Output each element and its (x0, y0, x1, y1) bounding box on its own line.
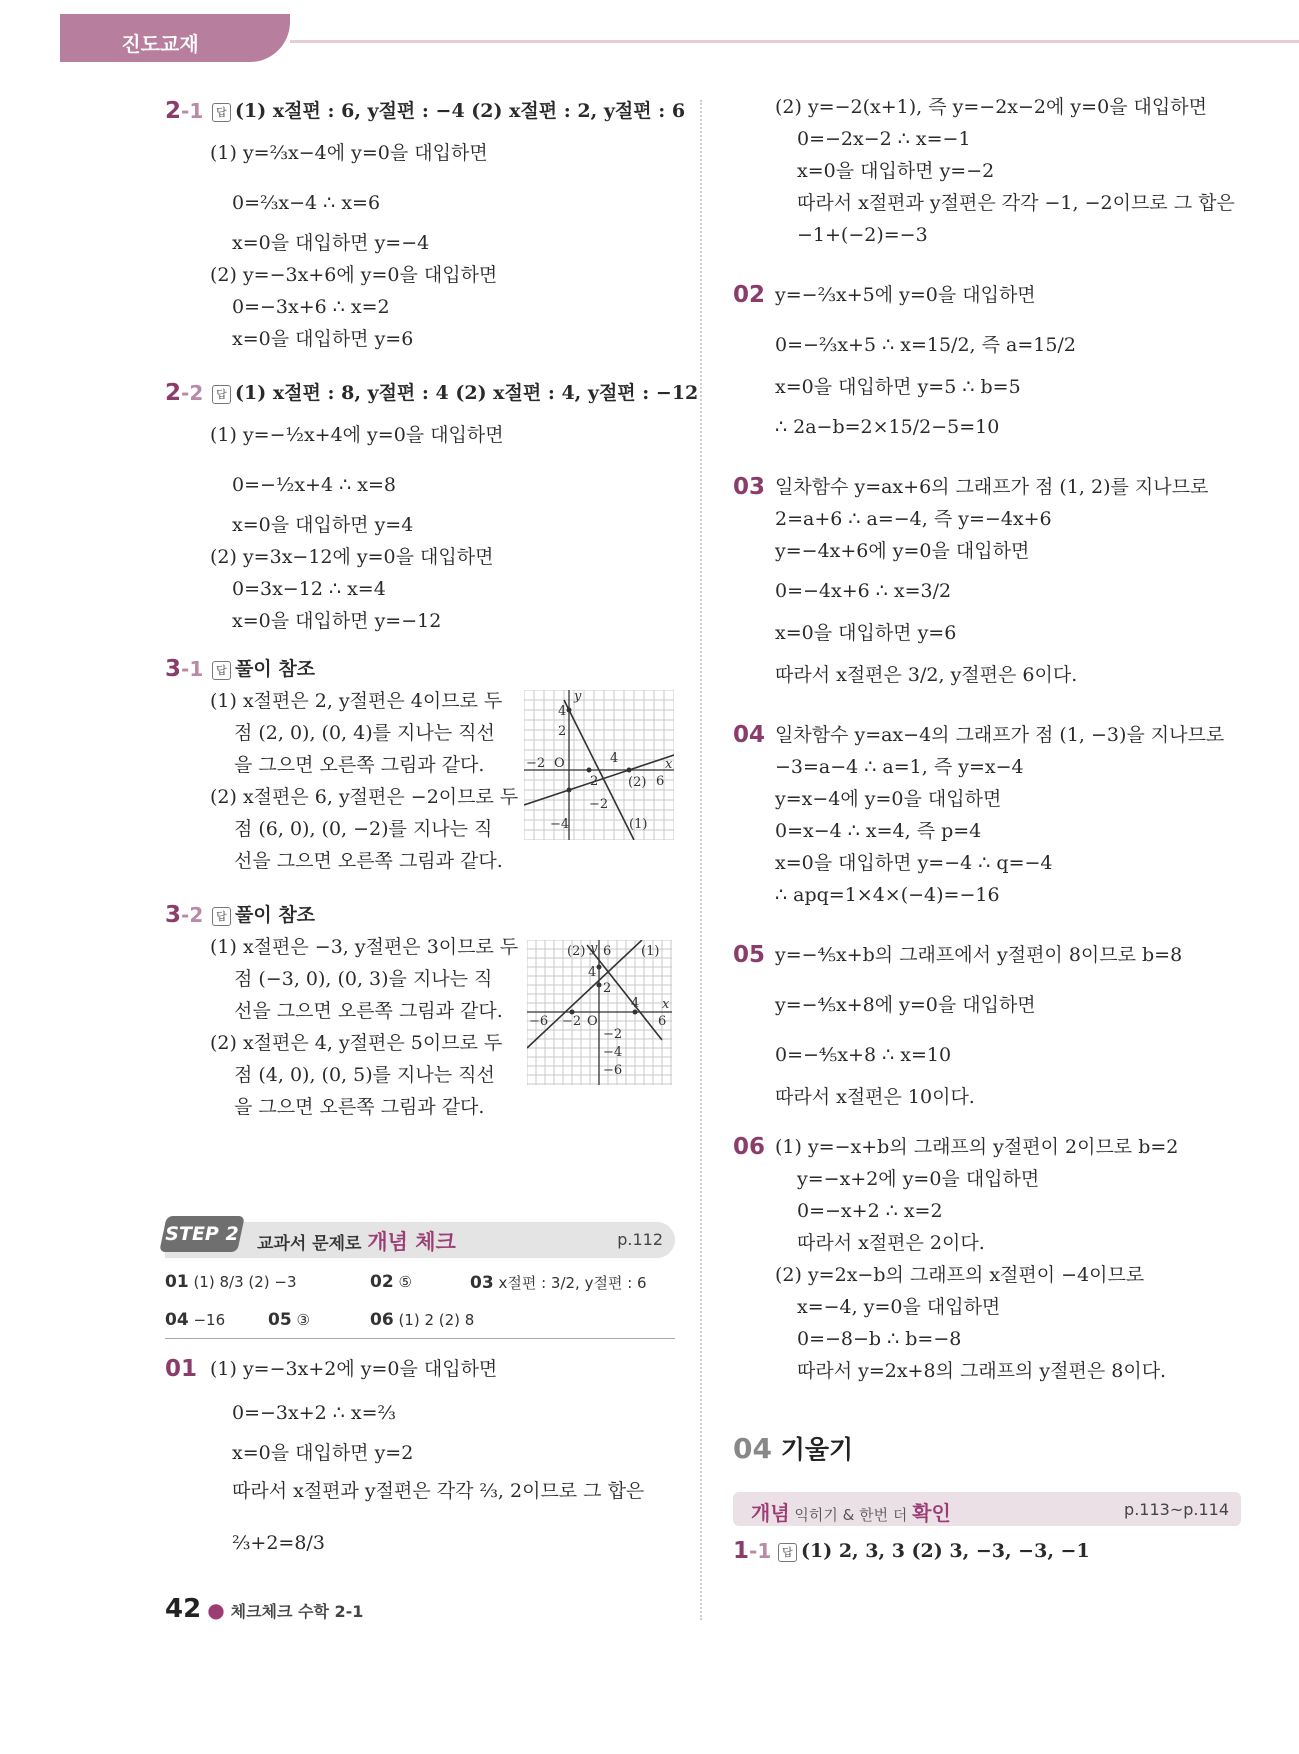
axis-label: y (590, 941, 598, 956)
problem-number-3-1: 3-1 (165, 656, 204, 682)
solution-line: 0=3x−12 ∴ x=4 (232, 578, 386, 600)
solution-line: 0=−3x+2 ∴ x=⅔ (232, 1402, 396, 1424)
solution-line: (1) y=−x+b의 그래프의 y절편이 2이므로 b=2 (775, 1136, 1179, 1158)
solution-line: ∴ 2a−b=2×15/2−5=10 (775, 416, 1000, 438)
solution-line: 선을 그으면 오른쪽 그림과 같다. (234, 1000, 503, 1022)
concept-bar-title: 개념 익히기 & 한번 더 확인 (751, 1501, 951, 1525)
solution-line: 0=−⅔x+5 ∴ x=15/2, 즉 a=15/2 (775, 334, 1076, 356)
solution-line: 선을 그으면 오른쪽 그림과 같다. (234, 850, 503, 872)
point (587, 768, 592, 773)
solution-line: (1) x절편은 −3, y절편은 3이므로 두 (210, 936, 519, 958)
solution-line: (2) x절편은 4, y절편은 5이므로 두 (210, 1032, 503, 1054)
solution-line: ⅔+2=8/3 (232, 1532, 325, 1554)
answer-line: 답 (1) 2, 3, 3 (2) 3, −3, −3, −1 (778, 1538, 1090, 1564)
line-2 (587, 945, 662, 1040)
tick-label: −2 (526, 756, 546, 771)
line-label: (1) (629, 817, 648, 832)
solution-line: 0=−⅘x+8 ∴ x=10 (775, 1044, 952, 1066)
concept-bar-page-ref: p.113~p.114 (1124, 1500, 1229, 1519)
book-title: 체크체크 수학 2-1 (230, 1602, 364, 1621)
solution-line: 일차함수 y=ax+6의 그래프가 점 (1, 2)를 지나므로 (775, 476, 1209, 498)
solution-line: (2) y=−2(x+1), 즉 y=−2x−2에 y=0을 대입하면 (775, 96, 1207, 118)
solution-line: x=0을 대입하면 y=4 (232, 514, 414, 536)
origin-label: O (587, 1014, 598, 1029)
tick-label: −6 (529, 1014, 549, 1029)
quick-answer: 04 −16 (165, 1310, 226, 1330)
axis-label: x (662, 997, 670, 1012)
point (567, 788, 572, 793)
graph-3-2 (527, 940, 672, 1085)
line-label: (1) (641, 944, 660, 959)
solution-line: x=0을 대입하면 y=−4 ∴ q=−4 (775, 852, 1053, 874)
solution-line: x=0을 대입하면 y=6 (232, 328, 414, 350)
step2-title: 교과서 문제로 개념 체크 (257, 1230, 456, 1254)
point (627, 768, 632, 773)
answer-icon: 답 (212, 661, 231, 680)
solution-line: (1) x절편은 2, y절편은 4이므로 두 (210, 690, 503, 712)
solution-line: 을 그으면 오른쪽 그림과 같다. (234, 754, 485, 776)
solution-line: y=−4x+6에 y=0을 대입하면 (775, 540, 1030, 562)
problem-number-3-2: 3-2 (165, 902, 204, 928)
answer-icon: 답 (778, 1543, 797, 1562)
solution-line: 따라서 x절편과 y절편은 각각 −1, −2이므로 그 합은 (797, 192, 1235, 214)
solution-line: 일차함수 y=ax−4의 그래프가 점 (1, −3)을 지나므로 (775, 724, 1225, 746)
step2-page-ref: p.112 (617, 1230, 663, 1249)
solution-line: (2) y=2x−b의 그래프의 x절편이 −4이므로 (775, 1264, 1145, 1286)
solution-line: x=0을 대입하면 y=−2 (797, 160, 995, 182)
solution-line: 점 (−3, 0), (0, 3)을 지나는 직 (234, 968, 493, 990)
solution-line: y=−⅔x+5에 y=0을 대입하면 (775, 284, 1036, 306)
tick-label: −2 (603, 1027, 623, 1042)
solution-line: (1) y=−3x+2에 y=0을 대입하면 (210, 1358, 498, 1380)
answer-icon: 답 (212, 103, 231, 122)
tick-label: 4 (610, 751, 619, 766)
tick-label: 4 (631, 996, 640, 1011)
column-divider (700, 100, 702, 1620)
tick-label: 6 (656, 774, 665, 789)
graph-3-1 (524, 690, 674, 840)
tick-label: −2 (589, 797, 609, 812)
solution-line: 2=a+6 ∴ a=−4, 즉 y=−4x+6 (775, 508, 1052, 530)
solution-line: 따라서 x절편은 3/2, y절편은 6이다. (775, 664, 1078, 686)
axis-label: y (574, 690, 582, 704)
solution-line: (2) y=−3x+6에 y=0을 대입하면 (210, 264, 498, 286)
question-number-02: 02 (733, 282, 766, 308)
section-heading: 04 기울기 (733, 1432, 854, 1465)
solution-line: 따라서 y=2x+8의 그래프의 y절편은 8이다. (797, 1360, 1167, 1382)
tick-label: −4 (603, 1045, 623, 1060)
separator (165, 1338, 675, 1339)
tick-label: −6 (603, 1063, 623, 1078)
answer-line: 답 풀이 참조 (212, 902, 315, 928)
question-number-06: 06 (733, 1134, 766, 1160)
problem-number-2-2: 2-2 (165, 380, 204, 406)
quick-answer: 05 ③ (268, 1310, 310, 1330)
point (567, 708, 572, 713)
solution-line: 0=−8−b ∴ b=−8 (797, 1328, 962, 1350)
solution-line: 점 (2, 0), (0, 4)를 지나는 직선 (234, 722, 495, 744)
solution-line: y=x−4에 y=0을 대입하면 (775, 788, 1002, 810)
tick-label: 2 (603, 981, 612, 996)
concept-bar (733, 1492, 1241, 1526)
point (597, 983, 602, 988)
tick-label: −4 (550, 817, 570, 832)
quick-answer: 02 ⑤ (370, 1272, 412, 1292)
tick-label: 4 (558, 704, 567, 719)
tick-label: 4 (588, 965, 597, 980)
origin-label: O (554, 756, 565, 771)
solution-line: 따라서 x절편은 2이다. (797, 1232, 985, 1254)
problem-number-2-1: 2-1 (165, 98, 204, 124)
problem-number-1-1: 1-1 (733, 1538, 772, 1564)
header-rule (290, 40, 1299, 43)
section-tab (60, 14, 290, 62)
page-number: 42 (165, 1594, 202, 1624)
solution-line: x=0을 대입하면 y=2 (232, 1442, 414, 1464)
solution-line: 따라서 x절편은 10이다. (775, 1086, 975, 1108)
question-number-04: 04 (733, 722, 766, 748)
solution-line: 0=−4x+6 ∴ x=3/2 (775, 580, 952, 602)
solution-line: 0=⅔x−4 ∴ x=6 (232, 192, 381, 214)
section-tab-label: 진도교재 (121, 32, 199, 56)
question-number-05: 05 (733, 942, 766, 968)
point (597, 965, 602, 970)
solution-line: x=0을 대입하면 y=6 (775, 622, 957, 644)
solution-line: x=0을 대입하면 y=−12 (232, 610, 442, 632)
solution-line: 0=−½x+4 ∴ x=8 (232, 474, 396, 496)
page-footer (165, 1594, 363, 1624)
solution-line: (1) y=−½x+4에 y=0을 대입하면 (210, 424, 504, 446)
solution-line: 0=−3x+6 ∴ x=2 (232, 296, 390, 318)
solution-line: x=−4, y=0을 대입하면 (797, 1296, 1001, 1318)
tick-label: −2 (562, 1014, 582, 1029)
quick-answer: 06 (1) 2 (2) 8 (370, 1310, 475, 1330)
solution-line: x=0을 대입하면 y=−4 (232, 232, 430, 254)
solution-line: y=−⅘x+8에 y=0을 대입하면 (775, 994, 1036, 1016)
solution-line: (1) y=⅔x−4에 y=0을 대입하면 (210, 142, 488, 164)
solution-line: 0=x−4 ∴ x=4, 즉 p=4 (775, 820, 982, 842)
solution-line: 0=−2x−2 ∴ x=−1 (797, 128, 971, 150)
solution-line: 점 (4, 0), (0, 5)를 지나는 직선 (234, 1064, 495, 1086)
solution-line: ∴ apq=1×4×(−4)=−16 (775, 884, 1000, 906)
tick-label: 2 (558, 724, 567, 739)
question-number-01: 01 (165, 1356, 198, 1382)
bullet-icon: ● (207, 1598, 225, 1622)
line-label: (2) (628, 775, 647, 790)
solution-line: 따라서 x절편과 y절편은 각각 ⅔, 2이므로 그 합은 (232, 1480, 645, 1502)
answer-line: 답 (1) x절편 : 6, y절편 : −4 (2) x절편 : 2, y절편 : 6 (212, 98, 685, 124)
solution-line: −1+(−2)=−3 (797, 224, 928, 246)
quick-answer: 03 x절편 : 3/2, y절편 : 6 (470, 1273, 647, 1293)
question-number-03: 03 (733, 474, 766, 500)
step2-header (165, 1222, 675, 1258)
solution-line: y=−⅘x+b의 그래프에서 y절편이 8이므로 b=8 (775, 944, 1183, 966)
solution-line: (2) x절편은 6, y절편은 −2이므로 두 (210, 786, 519, 808)
answer-icon: 답 (212, 385, 231, 404)
line-label: (2) (567, 944, 586, 959)
solution-line: (2) y=3x−12에 y=0을 대입하면 (210, 546, 494, 568)
solution-line: −3=a−4 ∴ a=1, 즉 y=x−4 (775, 756, 1024, 778)
quick-answer: 01 (1) 8/3 (2) −3 (165, 1272, 297, 1292)
solution-line: 점 (6, 0), (0, −2)를 지나는 직 (234, 818, 493, 840)
tick-label: 2 (590, 774, 599, 789)
axis-label: x (665, 757, 673, 772)
answer-line: 답 풀이 참조 (212, 656, 315, 682)
step2-badge: STEP 2 (159, 1216, 245, 1252)
tick-label: 6 (603, 944, 612, 959)
solution-line: 을 그으면 오른쪽 그림과 같다. (234, 1096, 485, 1118)
tick-label: 6 (658, 1014, 667, 1029)
solution-line: y=−x+2에 y=0을 대입하면 (797, 1168, 1040, 1190)
answer-icon: 답 (212, 907, 231, 926)
solution-line: x=0을 대입하면 y=5 ∴ b=5 (775, 376, 1021, 398)
answer-line: 답 (1) x절편 : 8, y절편 : 4 (2) x절편 : 4, y절편 : −12 (212, 380, 698, 406)
solution-line: 0=−x+2 ∴ x=2 (797, 1200, 943, 1222)
